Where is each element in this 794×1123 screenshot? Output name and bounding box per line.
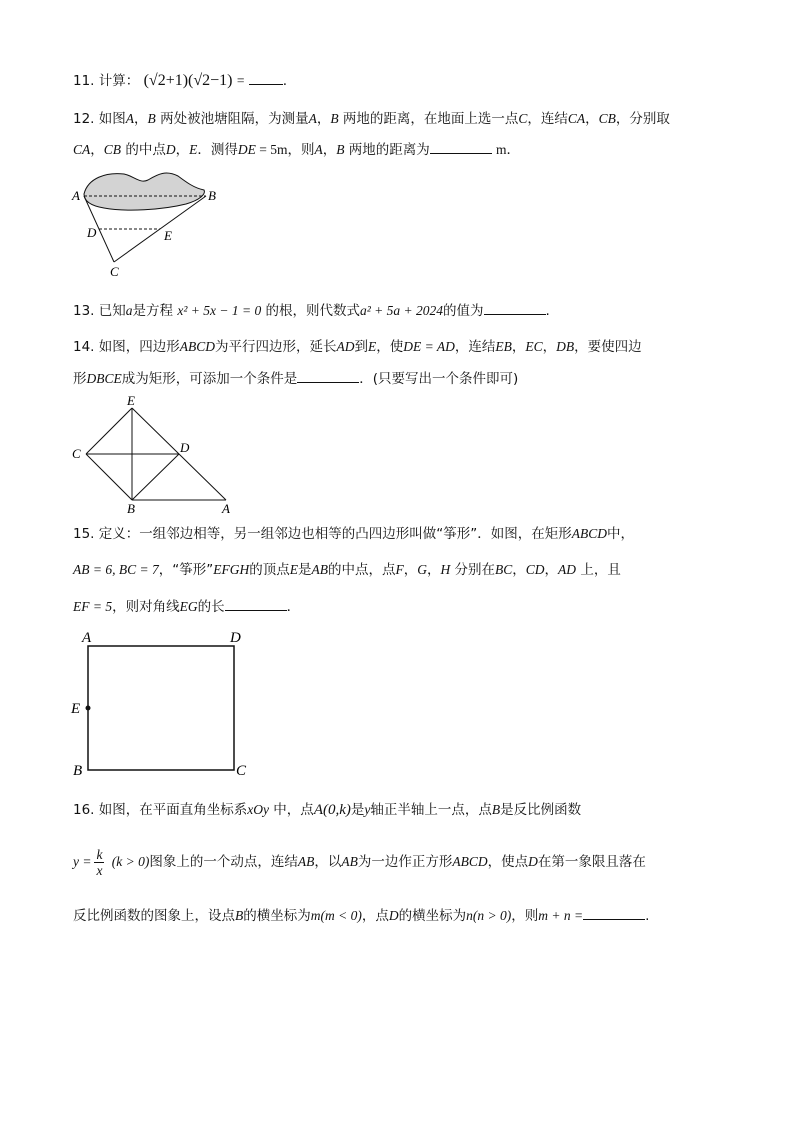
q11-number: 11. — [73, 73, 95, 89]
pond-shape — [84, 173, 204, 210]
q16-text: ，使点 — [487, 854, 529, 870]
q16-text: ，点 — [361, 908, 389, 924]
q15-number: 15. — [73, 526, 95, 542]
q12-var: A — [314, 142, 323, 157]
q16-text: 在第一象限且落在 — [537, 854, 646, 870]
q13-answer-blank[interactable] — [484, 300, 546, 315]
q15-text: 的长 — [197, 599, 225, 615]
q15-answer-blank[interactable] — [225, 596, 287, 611]
q15-text: 分别在 — [450, 562, 496, 578]
q15-text: ， — [544, 562, 559, 578]
label-a: A — [72, 188, 80, 203]
q15-var: AB — [311, 562, 328, 577]
q12-var: DE — [237, 142, 256, 157]
q16-var: D — [528, 854, 538, 869]
q15-text: ，“筝形” — [158, 562, 214, 578]
q16-point-a: A(0,k) — [313, 802, 351, 818]
q15-var: EG — [179, 599, 198, 614]
q15-var: F — [395, 562, 404, 577]
q13-text: 已知 — [98, 303, 126, 319]
q14-math: DE = AD — [403, 339, 455, 354]
q15-text: ， — [426, 562, 441, 578]
q12-figure — [66, 166, 226, 282]
q12-text: ．测得 — [197, 142, 238, 158]
q14-var: ABCD — [179, 339, 216, 354]
q12-text: ， — [134, 111, 148, 127]
q16-text: 的横坐标为 — [243, 908, 311, 924]
q15-text: ，则对角线 — [112, 599, 180, 615]
q12-text: 的中点 — [121, 142, 166, 158]
q15-text: 的中点，点 — [327, 562, 396, 578]
q13-equation: x² + 5x − 1 = 0 — [177, 303, 262, 318]
q14-var: E — [368, 339, 377, 354]
q14-text: ，连结 — [454, 339, 496, 355]
label-b: B — [208, 188, 216, 203]
q14-var: AD — [336, 339, 355, 354]
q16-line-1 — [73, 800, 581, 820]
label-d: D — [230, 630, 241, 646]
q16-var: B — [491, 802, 501, 817]
label-c: C — [236, 763, 247, 779]
q12-var: CB — [598, 111, 616, 126]
q16-text: 为一边作正方形 — [357, 854, 453, 870]
q11-end: . — [282, 73, 288, 89]
q13-text: 是方程 — [132, 303, 174, 319]
q15-end: ． — [286, 599, 301, 615]
q12-math: = 5m — [255, 142, 288, 157]
q16-math: m(m < 0) — [310, 908, 362, 923]
q16-line-3 — [73, 905, 649, 926]
q14-text: ， — [542, 339, 557, 355]
q14-text: 形 — [73, 371, 87, 387]
label-d: D — [87, 225, 97, 240]
label-b: B — [73, 763, 83, 779]
q16-text: 图象上的一个动点，连结 — [149, 854, 298, 870]
q12-var: CA — [73, 142, 91, 157]
q11-answer-blank[interactable] — [249, 70, 283, 85]
label-b: B — [127, 501, 135, 516]
q16-var: xOy — [247, 802, 270, 817]
q12-text: ， — [585, 111, 599, 127]
q12-text: ，则 — [287, 142, 315, 158]
q15-line-1 — [73, 524, 634, 544]
q12-var: B — [147, 111, 156, 126]
q15-text: 上，且 — [576, 562, 621, 578]
q14-text: ．(只要写出一个条件即可) — [359, 371, 519, 387]
q12-answer-blank[interactable] — [430, 139, 492, 154]
q14-text: 到 — [354, 339, 369, 355]
q11-expr-b: (√2−1) — [188, 72, 233, 89]
q14-line-2 — [73, 368, 518, 389]
q13-var: a — [125, 303, 133, 318]
q15-var: H — [440, 562, 451, 577]
q16-fraction-numerator: k — [96, 846, 103, 862]
q16-var: AB — [341, 854, 358, 869]
q15-math: EF = 5 — [73, 599, 113, 614]
q13-number: 13. — [73, 303, 95, 319]
q15-line-3 — [73, 596, 300, 617]
label-e: E — [127, 393, 135, 408]
q14-number: 14. — [73, 339, 95, 355]
q15-text: 定义：一组邻边相等，另一组邻边也相等的凸四边形叫做“筝形”．如图，在矩形 — [98, 526, 572, 542]
segment-ce — [86, 408, 132, 454]
q14-text: 如图，四边形 — [98, 339, 180, 355]
q16-text: 是 — [350, 802, 365, 818]
q14-text: 成为矩形，可添加一个条件是 — [121, 371, 298, 387]
q13-text: 的值为 — [443, 303, 484, 319]
q12-var: C — [518, 111, 528, 126]
q16-end: . — [645, 908, 650, 924]
q12-var: A — [308, 111, 317, 126]
q16-var: ABCD — [452, 854, 488, 869]
rectangle-abcd — [88, 646, 234, 770]
q13-line — [73, 300, 550, 321]
q13-text: 的根，则代数式 — [265, 303, 360, 319]
q15-math: AB = 6, BC = 7 — [73, 562, 159, 577]
q16-function: y = — [73, 854, 92, 869]
q16-answer-blank[interactable] — [583, 905, 645, 920]
q12-text: ， — [175, 142, 190, 158]
q12-text: ，分别取 — [615, 111, 670, 127]
q16-var: B — [235, 908, 244, 923]
q14-text: ，要使四边 — [574, 339, 642, 355]
label-e: E — [164, 228, 172, 243]
q16-text: 如图，在平面直角坐标系 — [98, 802, 248, 818]
q12-text: ，连结 — [527, 111, 568, 127]
q14-var: DBCE — [86, 371, 122, 386]
segment-cb — [86, 454, 132, 500]
q16-text: 是反比例函数 — [500, 802, 582, 818]
q16-text: 中，点 — [269, 802, 314, 818]
q16-text: 的横坐标为 — [398, 908, 467, 924]
q15-line-2 — [73, 560, 621, 580]
q14-var: EB — [495, 339, 512, 354]
q12-line-1 — [73, 109, 670, 129]
label-d: D — [180, 440, 190, 455]
q15-text: 中， — [607, 526, 635, 542]
q12-var: CA — [567, 111, 586, 126]
q16-text: ，则 — [511, 908, 539, 924]
q16-condition: (k > 0) — [111, 854, 150, 869]
q15-text: ， — [403, 562, 418, 578]
q11-equals: = — [236, 73, 245, 88]
q13-expression: a² + 5a + 2024 — [360, 303, 444, 318]
q15-var: ABCD — [571, 526, 608, 541]
label-a: A — [82, 630, 92, 646]
q12-var: A — [125, 111, 135, 126]
q15-text: ， — [512, 562, 526, 578]
q16-var: D — [388, 908, 399, 923]
label-a: A — [222, 501, 230, 516]
q16-fraction — [94, 847, 104, 878]
q13-end: . — [545, 303, 550, 319]
q12-var: D — [165, 142, 176, 157]
q16-text: 轴正半轴上一点，点 — [370, 802, 492, 818]
q15-var: G — [417, 562, 427, 577]
q16-var: y — [364, 802, 371, 817]
q14-text: 为平行四边形，延长 — [215, 339, 337, 355]
q16-math: n(n > 0) — [466, 908, 512, 923]
q14-var: EC — [525, 339, 543, 354]
q14-text: ， — [511, 339, 526, 355]
q16-var: AB — [297, 854, 315, 869]
q12-text: 两地的距离，在地面上选一点 — [338, 111, 519, 127]
segment-db — [132, 454, 179, 500]
q16-fraction-denominator: x — [96, 862, 103, 878]
q15-figure — [66, 626, 256, 782]
q12-var: E — [189, 142, 198, 157]
q11-line — [73, 70, 287, 91]
q12-text: 两地的距离为 — [344, 142, 430, 158]
q12-text: 如图 — [98, 111, 126, 127]
q16-number: 16. — [73, 802, 95, 818]
q12-line-2 — [73, 139, 520, 160]
q11-label: 计算： — [98, 73, 140, 89]
q12-text: ， — [90, 142, 104, 158]
q12-unit: m． — [496, 142, 521, 157]
q12-text: ， — [316, 111, 331, 127]
q16-expression: m + n = — [538, 908, 584, 923]
q15-var: CD — [525, 562, 545, 577]
q14-figure — [66, 392, 242, 516]
q12-var: CB — [103, 142, 122, 157]
q14-var: DB — [556, 339, 575, 354]
q12-number: 12. — [73, 111, 95, 127]
q15-text: 是 — [297, 562, 312, 578]
q16-text: ，以 — [314, 854, 342, 870]
q15-var: EFGH — [213, 562, 250, 577]
q15-var: E — [289, 562, 298, 577]
q12-var: B — [336, 142, 345, 157]
q14-line-1 — [73, 337, 642, 357]
label-c: C — [110, 264, 119, 279]
q14-text: ，使 — [376, 339, 404, 355]
q15-text: 的顶点 — [249, 562, 290, 578]
q16-line-2 — [73, 846, 646, 878]
q12-var: B — [330, 111, 339, 126]
q14-answer-blank[interactable] — [297, 368, 359, 383]
q12-text: ， — [322, 142, 337, 158]
q11-expr-a: (√2+1) — [143, 72, 189, 89]
label-c: C — [72, 446, 81, 461]
q15-var: BC — [495, 562, 513, 577]
point-e — [86, 706, 91, 711]
q15-var: AD — [558, 562, 577, 577]
label-e: E — [71, 701, 81, 717]
q16-text: 反比例函数的图象上，设点 — [73, 908, 235, 924]
q12-text: 两处被池塘阻隔，为测量 — [155, 111, 309, 127]
